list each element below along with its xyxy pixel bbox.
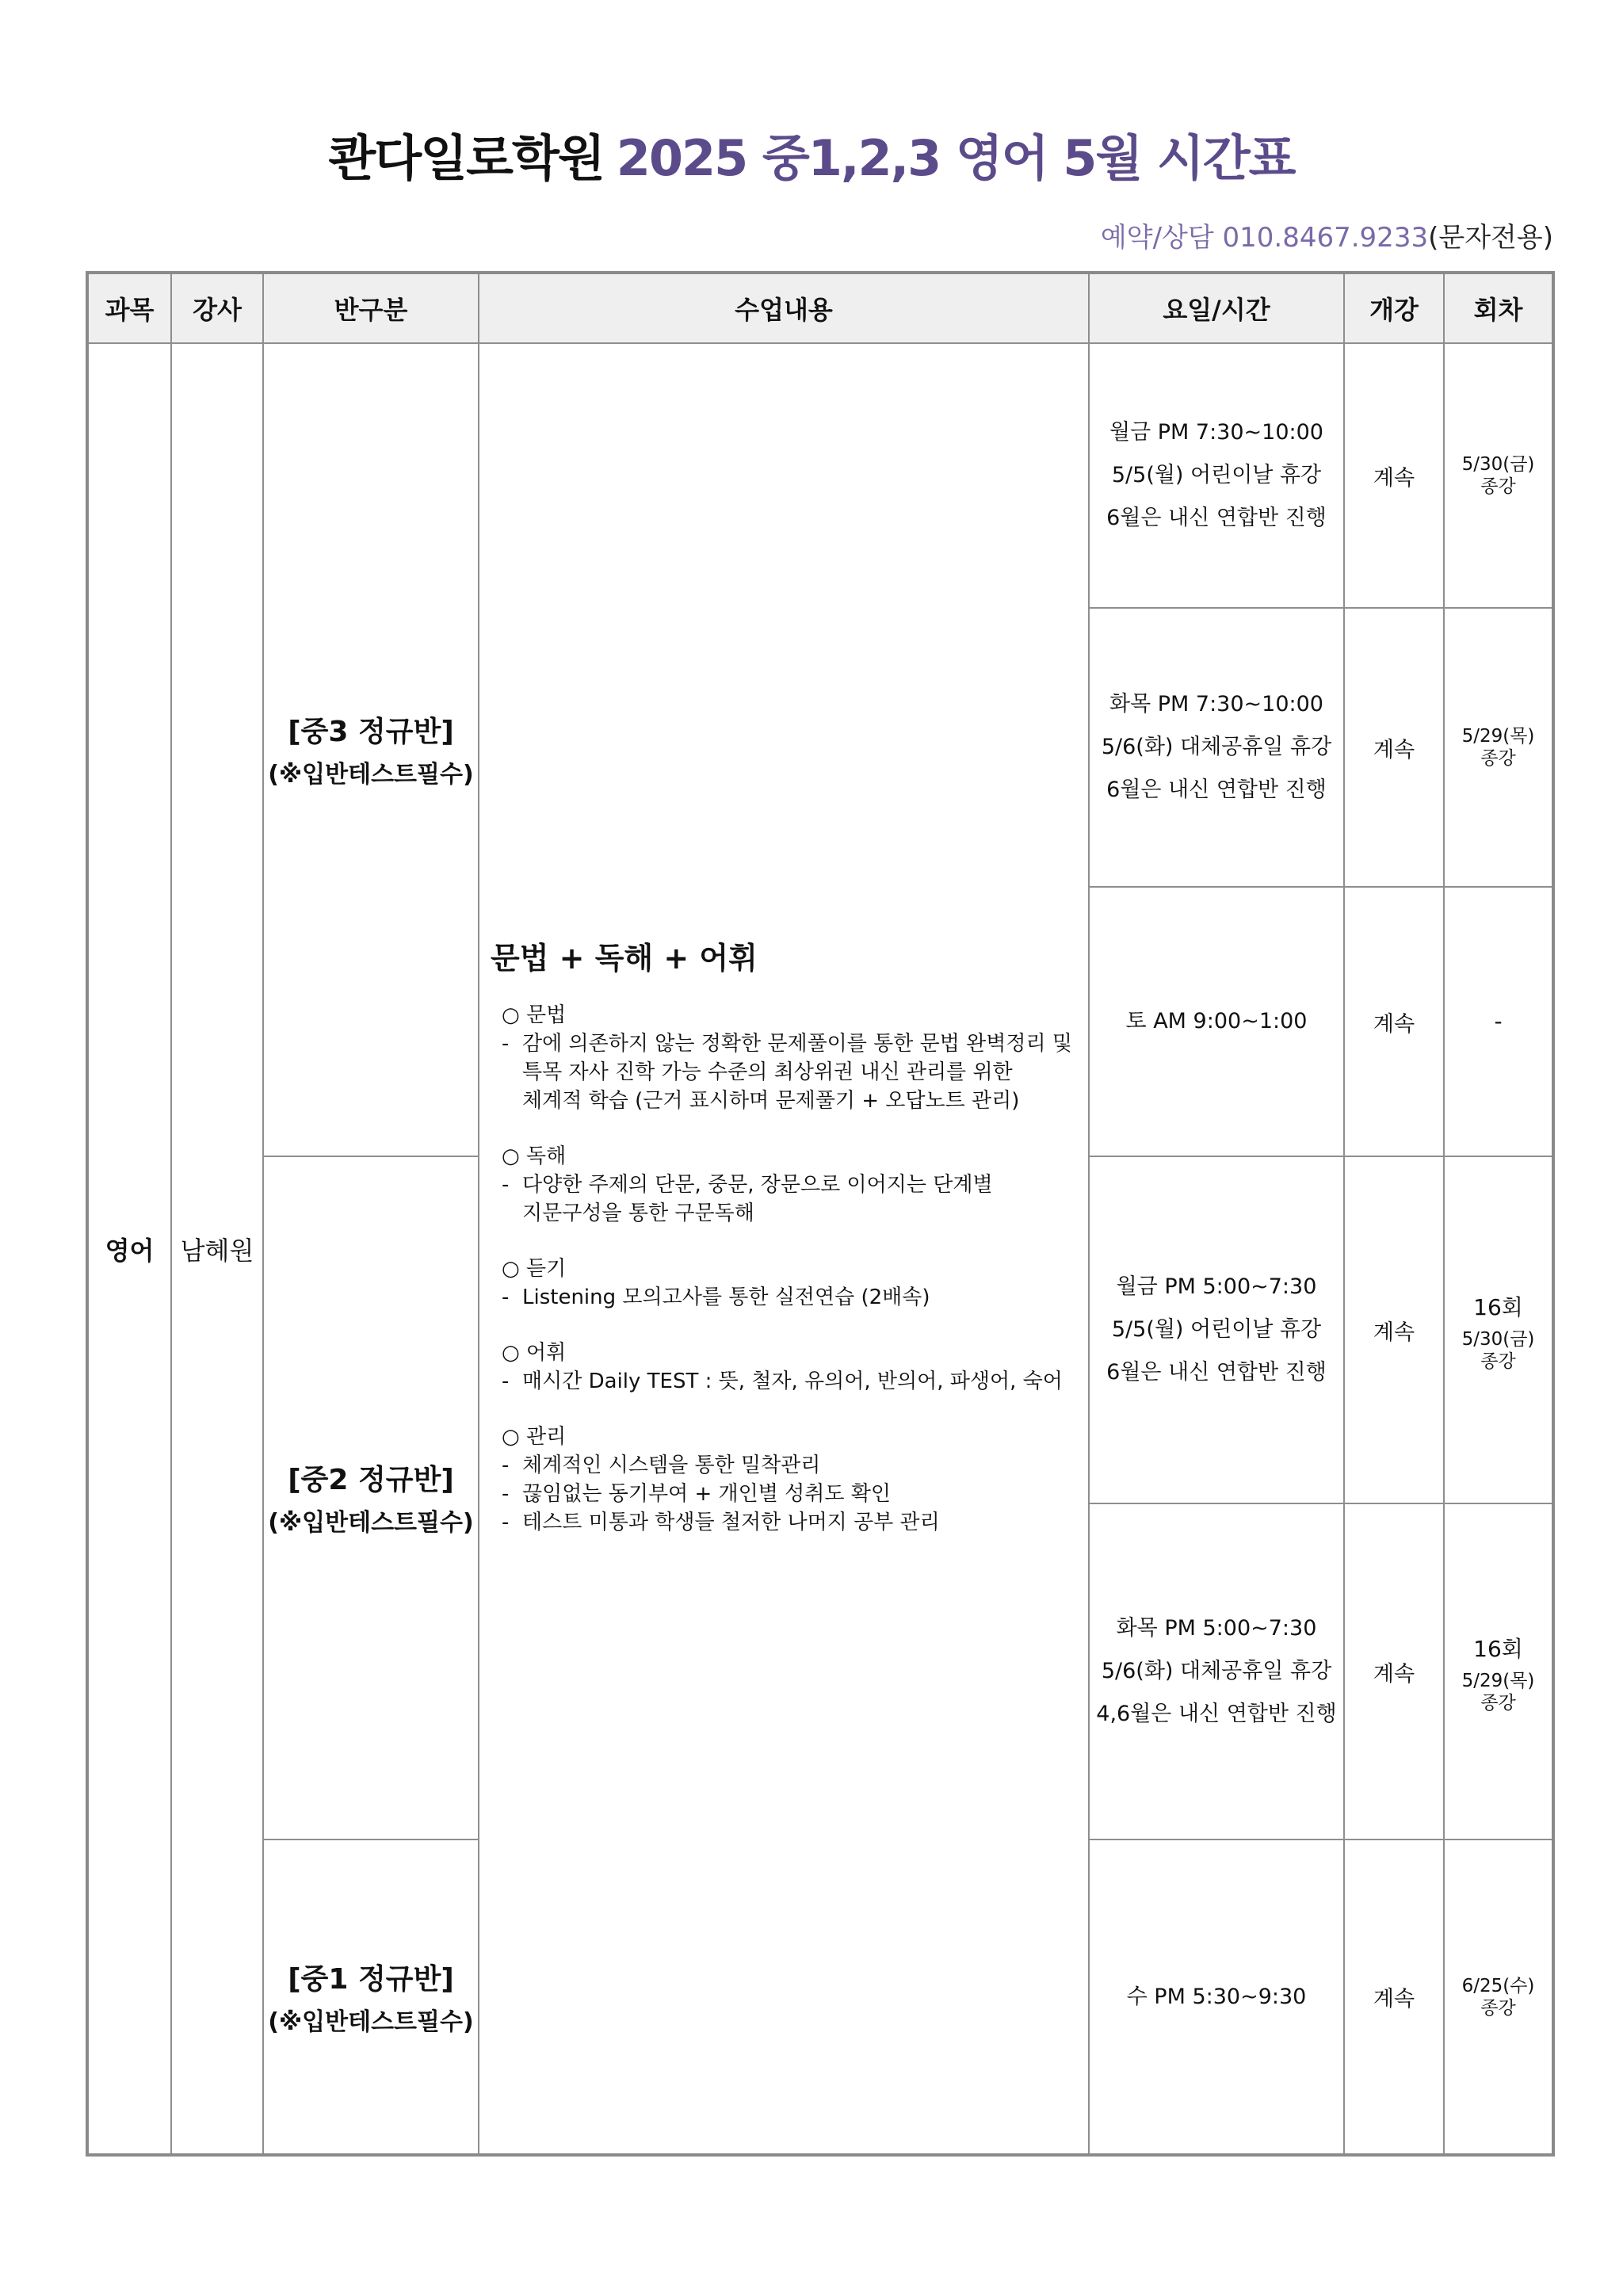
dash: - xyxy=(502,1511,510,1534)
time-cell xyxy=(1089,608,1344,887)
session-date: 5/29(목) xyxy=(1461,1671,1535,1691)
class-cell-m2 xyxy=(263,1156,479,1839)
header-subject: 과목 xyxy=(87,273,171,343)
listening-section xyxy=(491,1255,1077,1312)
content-cell xyxy=(479,343,1089,2155)
time-slot: 화목 PM 7:30~10:00 xyxy=(1109,692,1323,716)
header-row xyxy=(87,273,1553,343)
header-time: 요일/시간 xyxy=(1089,273,1344,343)
time-cell xyxy=(1089,1156,1344,1503)
contact-note: (문자전용) xyxy=(1428,222,1553,254)
subject-cell: 영어 xyxy=(87,343,171,2155)
reading-section xyxy=(491,1142,1077,1228)
dash: - xyxy=(502,1173,510,1197)
section-head: ○ 듣기 xyxy=(502,1257,567,1281)
class-note: (※입반테스트필수) xyxy=(268,761,474,789)
section-line: 특목 자사 진학 가능 수준의 최상위권 내신 관리를 위한 xyxy=(522,1060,1013,1084)
time-note: 5/6(화) 대체공휴일 휴강 xyxy=(1101,735,1332,759)
time-note: 5/5(월) 어린이날 휴강 xyxy=(1111,463,1322,487)
session-cell: - xyxy=(1444,887,1553,1156)
time-note: 6월은 내신 연합반 진행 xyxy=(1106,1360,1327,1385)
session-end: 종강 xyxy=(1480,476,1516,497)
time-cell xyxy=(1089,887,1344,1156)
dash: - xyxy=(502,1482,510,1506)
header-class: 반구분 xyxy=(263,273,479,343)
time-cell xyxy=(1089,1503,1344,1839)
class-name: [중3 정규반] xyxy=(288,716,454,748)
header-teacher: 강사 xyxy=(171,273,263,343)
section-line: 테스트 미통과 학생들 철저한 나머지 공부 관리 xyxy=(522,1511,940,1534)
time-note: 6월은 내신 연합반 진행 xyxy=(1106,506,1327,530)
session-end: 종강 xyxy=(1480,1693,1516,1713)
time-slot: 월금 PM 7:30~10:00 xyxy=(1109,420,1323,445)
time-note: 4,6월은 내신 연합반 진행 xyxy=(1096,1702,1337,1726)
session-end: 종강 xyxy=(1480,1997,1516,2019)
time-cell xyxy=(1089,343,1344,608)
open-cell: 계속 xyxy=(1344,1839,1444,2155)
page-title xyxy=(0,119,1623,189)
time-note: 6월은 내신 연합반 진행 xyxy=(1106,777,1327,802)
dash: - xyxy=(502,1286,510,1309)
vocab-section xyxy=(491,1339,1077,1396)
class-note: (※입반테스트필수) xyxy=(268,1509,474,1537)
section-line: Listening 모의고사를 통한 실전연습 (2배속) xyxy=(522,1286,930,1309)
section-line: 체계적 학습 (근거 표시하며 문제풀기 + 오답노트 관리) xyxy=(522,1089,1020,1113)
session-count: 16회 xyxy=(1473,1294,1523,1320)
section-line: 체계적인 시스템을 통한 밀착관리 xyxy=(522,1454,821,1477)
session-count: 16회 xyxy=(1473,1636,1523,1662)
session-cell xyxy=(1444,608,1553,887)
time-slot: 월금 PM 5:00~7:30 xyxy=(1116,1274,1317,1299)
schedule-table xyxy=(86,271,1555,2157)
grammar-section xyxy=(491,1001,1077,1115)
session-date: 5/30(금) xyxy=(1461,1329,1535,1350)
session-date: 6/25(수) xyxy=(1461,1975,1535,1996)
open-cell: 계속 xyxy=(1344,343,1444,608)
section-head: ○ 관리 xyxy=(502,1425,567,1449)
manage-section xyxy=(491,1423,1077,1537)
session-date: 5/30(금) xyxy=(1461,454,1535,475)
session-cell xyxy=(1444,343,1553,608)
time-slot: 토 AM 9:00~1:00 xyxy=(1125,1009,1308,1033)
dash: - xyxy=(502,1370,510,1393)
open-cell: 계속 xyxy=(1344,608,1444,887)
header-open: 개강 xyxy=(1344,273,1444,343)
section-line: 끊임없는 동기부여 + 개인별 성취도 확인 xyxy=(522,1482,891,1506)
contact-phone: 예약/상담 010.8467.9233 xyxy=(1100,222,1429,254)
section-head: ○ 어휘 xyxy=(502,1341,567,1365)
academy-name: 콴다일로학원 xyxy=(328,129,604,187)
teacher-cell: 남혜원 xyxy=(171,343,263,2155)
schedule-title: 2025 중1,2,3 영어 5월 시간표 xyxy=(616,129,1295,187)
section-line: 매시간 Daily TEST : 뜻, 철자, 유의어, 반의어, 파생어, 숙어 xyxy=(522,1370,1063,1393)
class-name: [중2 정규반] xyxy=(288,1464,454,1496)
open-cell: 계속 xyxy=(1344,887,1444,1156)
session-date: 5/29(목) xyxy=(1461,726,1535,747)
time-slot: 화목 PM 5:00~7:30 xyxy=(1116,1616,1317,1641)
header-session: 회차 xyxy=(1444,273,1553,343)
session-cell xyxy=(1444,1156,1553,1503)
session-end: 종강 xyxy=(1480,748,1516,769)
section-line: 다양한 주제의 단문, 중문, 장문으로 이어지는 단계별 xyxy=(522,1173,993,1197)
time-note: 5/6(화) 대체공휴일 휴강 xyxy=(1101,1659,1332,1683)
section-head: ○ 독해 xyxy=(502,1144,567,1168)
class-note: (※입반테스트필수) xyxy=(268,2008,474,2036)
time-note: 5/5(월) 어린이날 휴강 xyxy=(1111,1317,1322,1342)
contact-info xyxy=(1101,216,1553,254)
time-cell xyxy=(1089,1839,1344,2155)
open-cell: 계속 xyxy=(1344,1156,1444,1503)
section-head: ○ 문법 xyxy=(502,1003,567,1027)
time-slot: 수 PM 5:30~9:30 xyxy=(1126,1984,1307,2009)
session-cell xyxy=(1444,1503,1553,1839)
class-cell-m3 xyxy=(263,343,479,1156)
class-name: [중1 정규반] xyxy=(288,1962,454,1996)
content-title: 문법 + 독해 + 어휘 xyxy=(491,941,758,976)
open-cell: 계속 xyxy=(1344,1503,1444,1839)
section-line: 감에 의존하지 않는 정확한 문제풀이를 통한 문법 완벽정리 및 xyxy=(522,1032,1073,1056)
session-cell xyxy=(1444,1839,1553,2155)
table-row xyxy=(87,343,1553,608)
header-content: 수업내용 xyxy=(479,273,1089,343)
class-cell-m1 xyxy=(263,1839,479,2155)
section-line: 지문구성을 통한 구문독해 xyxy=(522,1201,754,1225)
dash: - xyxy=(502,1032,510,1056)
session-end: 종강 xyxy=(1480,1351,1516,1372)
dash: - xyxy=(502,1454,510,1477)
